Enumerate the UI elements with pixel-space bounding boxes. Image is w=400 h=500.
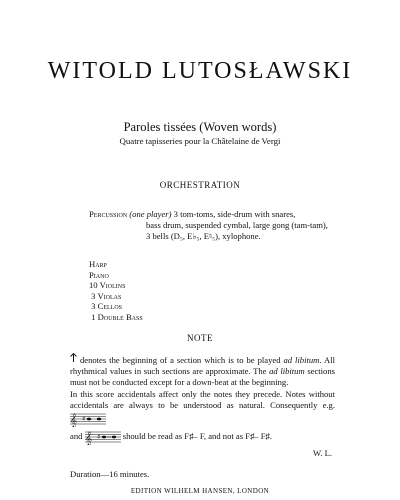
- work-subtitle: Quatre tapisseries pour la Châtelaine de Vergi: [119, 136, 281, 146]
- instrument-list: [89, 259, 143, 323]
- ad-libitum-arrow-icon: [70, 353, 77, 363]
- svg-text:♯: ♯: [82, 414, 86, 423]
- orchestration-heading: ORCHESTRATION: [159, 180, 241, 190]
- note-paragraph-1: denotes the beginning of a section which is to be played ad libitum. All rhythmical values in such sections are approximate. The ad libitum sections must not be conducted except for a down-beat at the beginning.: [70, 355, 336, 387]
- instrument-item: Piano: [89, 269, 109, 280]
- svg-text:𝄞: 𝄞: [84, 431, 92, 445]
- music-example-line: and 𝄞 ♯ should be read as F♯– F, and not as F♯– F♯.: [70, 430, 272, 445]
- percussion-entry: [89, 209, 339, 242]
- instrument-item: 3 Violas: [89, 290, 122, 301]
- note-heading: NOTE: [187, 333, 213, 343]
- percussion-line-3: 3 bells (D₅, E♭₅, E♮₅), xylophone.: [146, 231, 261, 241]
- percussion-line-2: bass drum, suspended cymbal, large gong (tam-tam),: [146, 220, 328, 230]
- composer-name: WITOLD LUTOSŁAWSKI: [47, 58, 353, 84]
- percussion-line-1: 3 tom-toms, side-drum with snares,: [171, 209, 296, 219]
- instrument-item: 10 Violins: [89, 280, 126, 291]
- author-initials: W. L.: [313, 448, 333, 458]
- note-paragraph-2: In this score accidentals affect only the notes they precede. Notes without accidentals are always to be understood as natural. Consequently e.g. 𝄞 ♯: [70, 389, 335, 427]
- instrument-item: 3 Cellos: [89, 301, 122, 312]
- svg-text:𝄞: 𝄞: [70, 412, 78, 427]
- music-example-2-icon: [85, 429, 121, 445]
- duration-text: Duration—16 minutes.: [70, 469, 150, 479]
- instrument-item: 1 Double Bass: [89, 311, 143, 322]
- svg-text:♯: ♯: [96, 433, 100, 441]
- music-example-1-icon: [70, 411, 106, 427]
- percussion-player: (one player): [129, 209, 172, 219]
- work-title: Paroles tissées (Woven words): [123, 120, 277, 134]
- instrument-item: Harp: [89, 259, 107, 269]
- edition-line: EDITION WILHELM HANSEN, LONDON: [130, 487, 270, 495]
- percussion-label: Percussion: [89, 209, 128, 219]
